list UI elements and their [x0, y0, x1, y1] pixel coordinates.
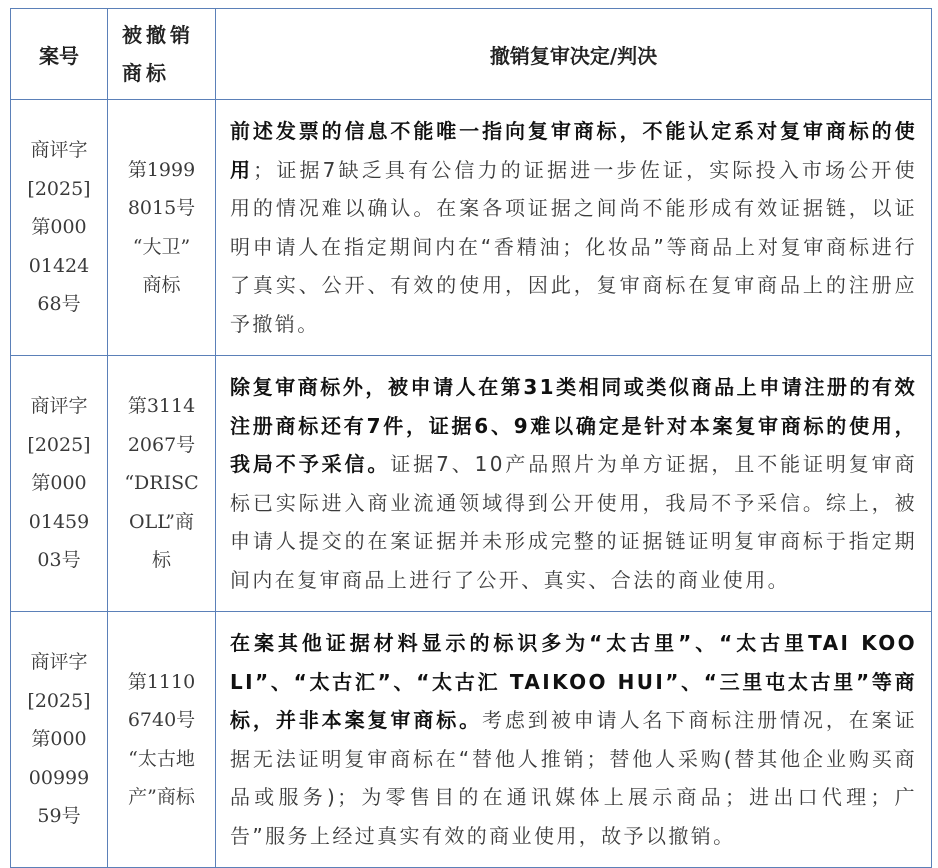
case-line: 第000 — [31, 472, 87, 495]
case-line: 01459 — [28, 510, 90, 533]
mark-line: 标 — [151, 549, 171, 572]
header-mark-line1: 被撤销 — [122, 23, 194, 47]
mark-line: “DRISC — [124, 472, 199, 495]
decision-cell — [216, 100, 932, 356]
mark-line: 产”商标 — [128, 786, 195, 808]
case-line: 第000 — [31, 728, 87, 751]
table-row — [11, 100, 932, 356]
revocation-review-table — [10, 8, 932, 868]
case-line: 68号 — [37, 293, 81, 316]
mark-line: “太古地 — [128, 747, 195, 770]
decision-cell — [216, 612, 932, 868]
case-line: 59号 — [37, 805, 81, 828]
case-number-cell — [11, 356, 108, 612]
header-mark-line2: 商标 — [122, 61, 170, 85]
mark-line: 第1110 — [127, 670, 196, 693]
decision-bold-text: 前述发票的信息不能唯一指向复审商标，不能认定系对复审商标的使用 — [230, 119, 917, 182]
case-line: [2025] — [27, 177, 91, 200]
header-revoked-mark — [108, 9, 216, 100]
revoked-mark-cell — [108, 612, 216, 868]
mark-line: “大卫” — [132, 235, 191, 258]
revoked-mark-cell — [108, 356, 216, 612]
case-line: 商评字 — [30, 395, 88, 418]
decision-bold-text: 在案其他证据材料显示的标识多为“太古里”、“太古里TAI KOO LI”、“太古汇”、“太古汇 TAIKOO HUI”、“三里屯太古里”等商标，并非本案复审商标。 — [230, 631, 917, 732]
case-number-cell — [11, 100, 108, 356]
mark-line: 第3114 — [127, 395, 196, 418]
mark-line: 6740号 — [127, 709, 196, 731]
revoked-mark-cell — [108, 100, 216, 356]
case-line: [2025] — [27, 689, 91, 712]
decision-text: 考虑到被申请人名下商标注册情况，在案证据无法证明复审商标在“替他人推销；替他人采购(替其他企业购买商品或服务)；为零售目的在通讯媒体上展示商品；进出口代理；广告”服务上经过真实有效的商业使用，故予以撤销。 — [230, 708, 917, 848]
table-header-row — [11, 9, 932, 100]
header-case-no: 案号 — [11, 9, 108, 100]
case-line: 商评字 — [30, 139, 88, 162]
decision-text: 证据7、10产品照片为单方证据，且不能证明复审商标已实际进入商业流通领域得到公开使用，我局不予采信。综上，被申请人提交的在案证据并未形成完整的证据链证明复审商标于指定期间内在复审商品上进行了公开、真实、合法的商业使用。 — [230, 452, 917, 592]
mark-line: 2067号 — [127, 433, 196, 456]
mark-line: 8015号 — [127, 197, 196, 219]
decision-cell — [216, 356, 932, 612]
table-row — [11, 612, 932, 868]
case-line: 00999 — [28, 766, 90, 789]
table-row — [11, 356, 932, 612]
decision-text: ；证据7缺乏具有公信力的证据进一步佐证，实际投入市场公开使用的情况难以确认。在案各项证据之间尚不能形成有效证据链，以证明申请人在指定期间内在“香精油；化妆品”等商品上对复审商标进行了真实、公开、有效的使用，因此，复审商标在复审商品上的注册应予撤销。 — [230, 157, 917, 336]
case-line: [2025] — [27, 433, 91, 456]
case-line: 第000 — [31, 216, 87, 239]
case-line: 01424 — [28, 254, 90, 277]
decision-bold-text: 除复审商标外，被申请人在第31类相同或类似商品上申请注册的有效注册商标还有7件，证据6、9难以确定是针对本案复审商标的使用，我局不予采信。 — [230, 375, 917, 476]
case-number-cell — [11, 612, 108, 868]
mark-line: 第1999 — [127, 158, 196, 181]
mark-line: OLL”商 — [129, 510, 194, 533]
case-line: 03号 — [37, 549, 81, 572]
header-decision: 撤销复审决定/判决 — [216, 9, 932, 100]
mark-line: 商标 — [142, 274, 181, 296]
case-line: 商评字 — [30, 651, 88, 674]
